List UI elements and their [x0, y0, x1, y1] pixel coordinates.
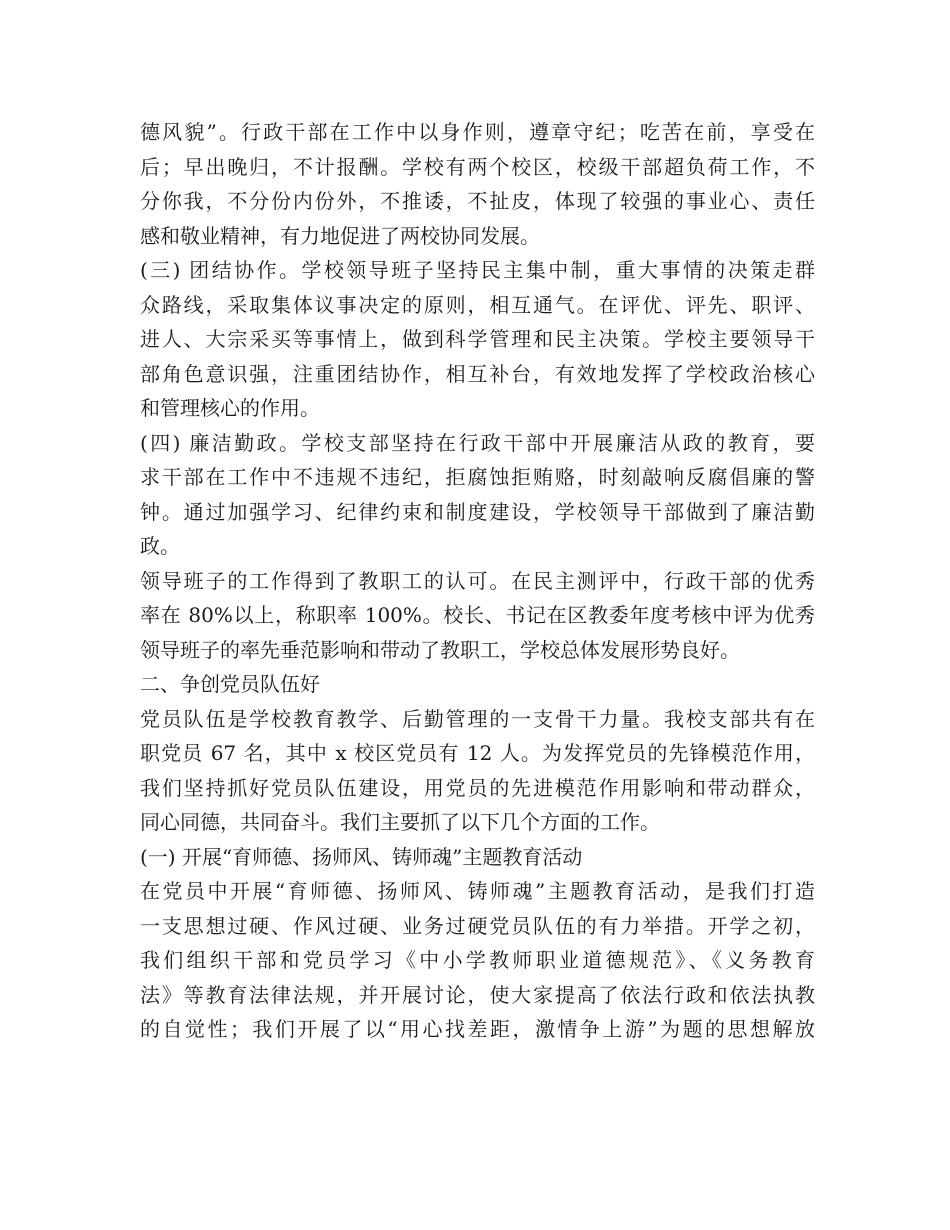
- text-line: 和管理核心的作用。: [140, 396, 320, 420]
- text-line: (三) 团结协作。学校领导班子坚持民主集中制，重大事情的决策走群: [140, 258, 815, 282]
- text-line: 钟。通过加强学习、纪律约束和制度建设，学校领导干部做到了廉洁勤: [140, 499, 815, 524]
- text-line: 政。: [140, 534, 180, 558]
- text-line: 部角色意识强，注重团结协作，相互补台，有效地发挥了学校政治核心: [140, 361, 815, 386]
- text-line: 的自觉性；我们开展了以“用心找差距，激情争上游”为题的思想解放: [140, 1017, 815, 1041]
- text-line: 德风貌”。行政干部在工作中以身作则，遵章守纪；吃苦在前，享受在: [140, 120, 815, 144]
- text-line: 党员队伍是学校教育教学、后勤管理的一支骨干力量。我校支部共有在: [140, 706, 815, 731]
- text-line: 求干部在工作中不违规不违纪，拒腐蚀拒贿赂，时刻敲响反腐倡廉的警: [140, 465, 815, 489]
- text-line: 二、争创党员队伍好: [140, 672, 320, 696]
- text-line: 后；早出晚归，不计报酬。学校有两个校区，校级干部超负荷工作，不: [140, 154, 815, 179]
- text-line: 我们组织干部和党员学习《中小学教师职业道德规范》、《义务教育: [140, 948, 815, 972]
- text-line: 一支思想过硬、作风过硬、业务过硬党员队伍的有力举措。开学之初，: [140, 913, 815, 938]
- text-line: (四) 廉洁勤政。学校支部坚持在行政干部中开展廉洁从政的教育，要: [140, 430, 815, 455]
- text-line: 领导班子的工作得到了教职工的认可。在民主测评中，行政干部的优秀: [140, 568, 815, 593]
- document-body: [140, 115, 815, 1047]
- text-line: (一) 开展“育师德、扬师风、铸师魂”主题教育活动: [140, 844, 583, 869]
- text-line: 感和敬业精神，有力地促进了两校协同发展。: [140, 223, 540, 248]
- text-line: 职党员 67 名，其中 x 校区党员有 12 人。为发挥党员的先锋模范作用，: [140, 741, 815, 765]
- text-line: 分你我，不分份内份外，不推诿，不扯皮，体现了较强的事业心、责任: [140, 189, 815, 213]
- text-line: 我们坚持抓好党员队伍建设，用党员的先进模范作用影响和带动群众，: [140, 775, 815, 800]
- text-line: 在党员中开展“育师德、扬师风、铸师魂”主题教育活动，是我们打造: [140, 879, 815, 903]
- text-line: 领导班子的率先垂范影响和带动了教职工，学校总体发展形势良好。: [140, 637, 740, 662]
- text-line: 率在 80%以上，称职率 100%。校长、书记在区教委年度考核中评为优秀: [140, 603, 815, 627]
- text-line: 众路线，采取集体议事决定的原则，相互通气。在评优、评先、职评、: [140, 292, 815, 317]
- text-line: 进人、大宗采买等事情上，做到科学管理和民主决策。学校主要领导干: [140, 327, 815, 351]
- text-line: 法》等教育法律法规，并开展讨论，使大家提高了依法行政和依法执教: [140, 982, 815, 1007]
- text-line: 同心同德，共同奋斗。我们主要抓了以下几个方面的工作。: [140, 810, 660, 834]
